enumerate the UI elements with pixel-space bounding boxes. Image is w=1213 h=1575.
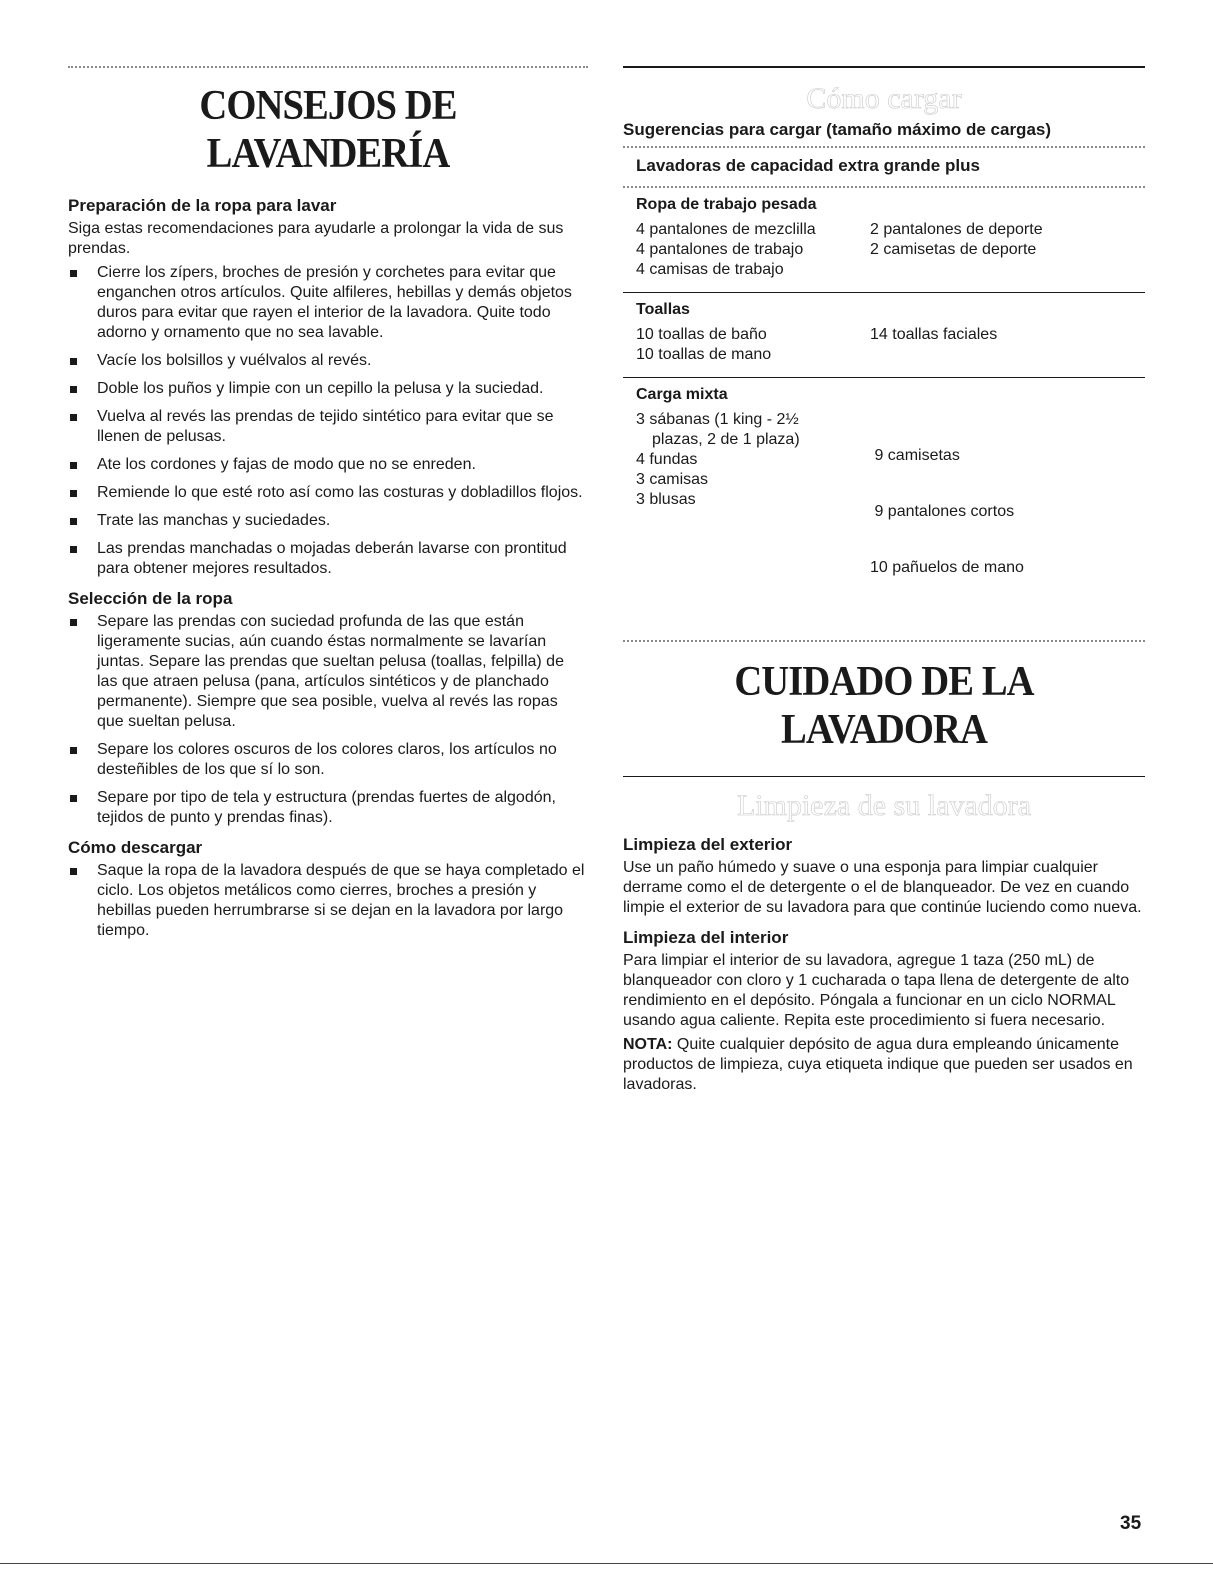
list-item: Ate los cordones y fajas de modo que no se enreden.: [68, 455, 588, 475]
bottom-rule: [0, 1563, 1213, 1564]
load-item: 14 toallas faciales: [870, 326, 998, 343]
bullet-icon: [70, 868, 77, 875]
list-item: Separe las prendas con suciedad profunda de las que están ligeramente sucias, aún cuando éstas normalmente se lavarían juntas. Separe las prendas que sueltan pelusa (toallas, felpilla) de las que atraen pelusa (pana, artículos sintéticos y de planchado permanente). Siempre que sea posible, vuelva al revés las ropas que sueltan pelusa.: [68, 612, 588, 732]
top-solid-rule: [623, 66, 1145, 68]
care-rule: [623, 776, 1145, 777]
group-title: Ropa de trabajo pesada: [636, 196, 817, 213]
list-item: Trate las manchas y suciedades.: [68, 511, 588, 531]
list-item: Saque la ropa de la lavadora después de que se haya completado el ciclo. Los objetos metálicos como cierres, broches a presión y hebillas pueden herrumbrarse si se dejan en la lavadora por largo tiempo.: [68, 861, 588, 941]
load-item: 4 camisas de trabajo: [636, 261, 784, 278]
load-subheading: Sugerencias para cargar (tamaño máximo de cargas): [623, 120, 1052, 139]
note-label: NOTA:: [623, 1036, 673, 1053]
bullet-icon: [70, 414, 77, 421]
load-item: 2 pantalones de deporte: [870, 221, 1043, 238]
interior-heading: Limpieza del interior: [623, 928, 789, 947]
load-group-mixed: [623, 378, 1145, 626]
list-item: Doble los puños y limpie con un cepillo la pelusa y la suciedad.: [68, 379, 588, 399]
load-group-towels: [623, 293, 1145, 377]
exterior-heading: Limpieza del exterior: [623, 835, 793, 854]
select-list: [68, 612, 588, 828]
load-item: 4 pantalones de mezclilla: [636, 221, 816, 238]
note-paragraph: [623, 1035, 1145, 1095]
list-item: Separe por tipo de tela y estructura (prendas fuertes de algodón, tejidos de punto y prendas finas).: [68, 788, 588, 828]
bullet-icon: [70, 358, 77, 365]
list-item: Las prendas manchadas o mojadas deberán lavarse con prontitud para obtener mejores resultados.: [68, 539, 588, 579]
prep-heading: Preparación de la ropa para lavar: [68, 196, 337, 215]
bullet-icon: [70, 462, 77, 469]
load-item: 4 fundas: [636, 451, 698, 468]
left-column: [68, 66, 588, 949]
page-number: 35: [1120, 1513, 1142, 1534]
load-section-title: Cómo cargar: [806, 82, 962, 115]
group-title: Carga mixta: [636, 386, 728, 403]
load-item: 9 camisetas: [870, 447, 960, 464]
load-item: plazas, 2 de 1 plaza): [652, 431, 800, 448]
note-text: Quite cualquier depósito de agua dura empleando únicamente productos de limpieza, cuya etiqueta indique que pueden ser usados en lavadoras.: [623, 1036, 1133, 1093]
list-item: Remiende lo que esté roto así como las costuras y dobladillos flojos.: [68, 483, 588, 503]
load-item: 10 pañuelos de mano: [870, 559, 1024, 576]
top-dotted-rule: [68, 66, 588, 68]
bullet-icon: [70, 546, 77, 553]
load-item: 2 camisetas de deporte: [870, 241, 1037, 258]
list-item: Vacíe los bolsillos y vuélvalos al revés.: [68, 351, 588, 371]
bullet-icon: [70, 747, 77, 754]
load-item: 3 sábanas (1 king - 2½: [636, 411, 799, 428]
bullet-icon: [70, 386, 77, 393]
list-item: Cierre los zípers, broches de presión y corchetes para evitar que enganchen otros artículos. Quite alfileres, hebillas y demás objetos duros para evitar que rayen el interior de la lavadora. Quite todo adorno y ornamento que no sea lavable.: [68, 263, 588, 343]
list-item: Vuelva al revés las prendas de tejido sintético para evitar que se llenen de pelusas.: [68, 407, 588, 447]
load-item: 3 blusas: [636, 491, 696, 508]
unload-list: [68, 861, 588, 941]
unload-heading: Cómo descargar: [68, 838, 203, 857]
select-heading: Selección de la ropa: [68, 589, 233, 608]
bullet-icon: [70, 518, 77, 525]
exterior-text: Use un paño húmedo y suave o una esponja para limpiar cualquier derrame como el de detergente o el de blanqueador. De vez en cuando limpie el exterior de su lavadora para que continúe luciendo como nueva.: [623, 859, 1142, 916]
dotted-rule: [623, 640, 1145, 642]
care-title: CUIDADO DE LA LAVADORA: [734, 659, 1034, 753]
load-item: 10 toallas de mano: [636, 346, 772, 363]
prep-list: [68, 263, 588, 579]
list-item: Separe los colores oscuros de los colores claros, los artículos no desteñibles de los que sí lo son.: [68, 740, 588, 780]
load-item: 3 camisas: [636, 471, 709, 488]
load-group-heavy: [623, 188, 1145, 292]
interior-text: Para limpiar el interior de su lavadora, agregue 1 taza (250 mL) de blanqueador con cloro y 1 cucharada o tapa llena de detergente de alto rendimiento en el depósito. Póngala a funcionar en un ciclo NORMAL usando agua caliente. Repita este procedimiento si fuera necesario.: [623, 952, 1130, 1029]
page-title: CONSEJOS DE LAVANDERÍA: [199, 83, 457, 177]
group-title: Toallas: [636, 301, 690, 318]
bullet-icon: [70, 619, 77, 626]
cleaning-section-title: Limpieza de su lavadora: [736, 789, 1032, 822]
capacity-heading: Lavadoras de capacidad extra grande plus: [636, 156, 980, 175]
bullet-icon: [70, 270, 77, 277]
right-column: [623, 66, 1145, 1099]
load-item: 4 pantalones de trabajo: [636, 241, 804, 258]
bullet-icon: [70, 795, 77, 802]
prep-intro: Siga estas recomendaciones para ayudarle a prolongar la vida de sus prendas.: [68, 220, 564, 257]
bullet-icon: [70, 490, 77, 497]
load-item: 10 toallas de baño: [636, 326, 767, 343]
load-item: 9 pantalones cortos: [870, 503, 1015, 520]
dotted-rule: [623, 146, 1145, 148]
